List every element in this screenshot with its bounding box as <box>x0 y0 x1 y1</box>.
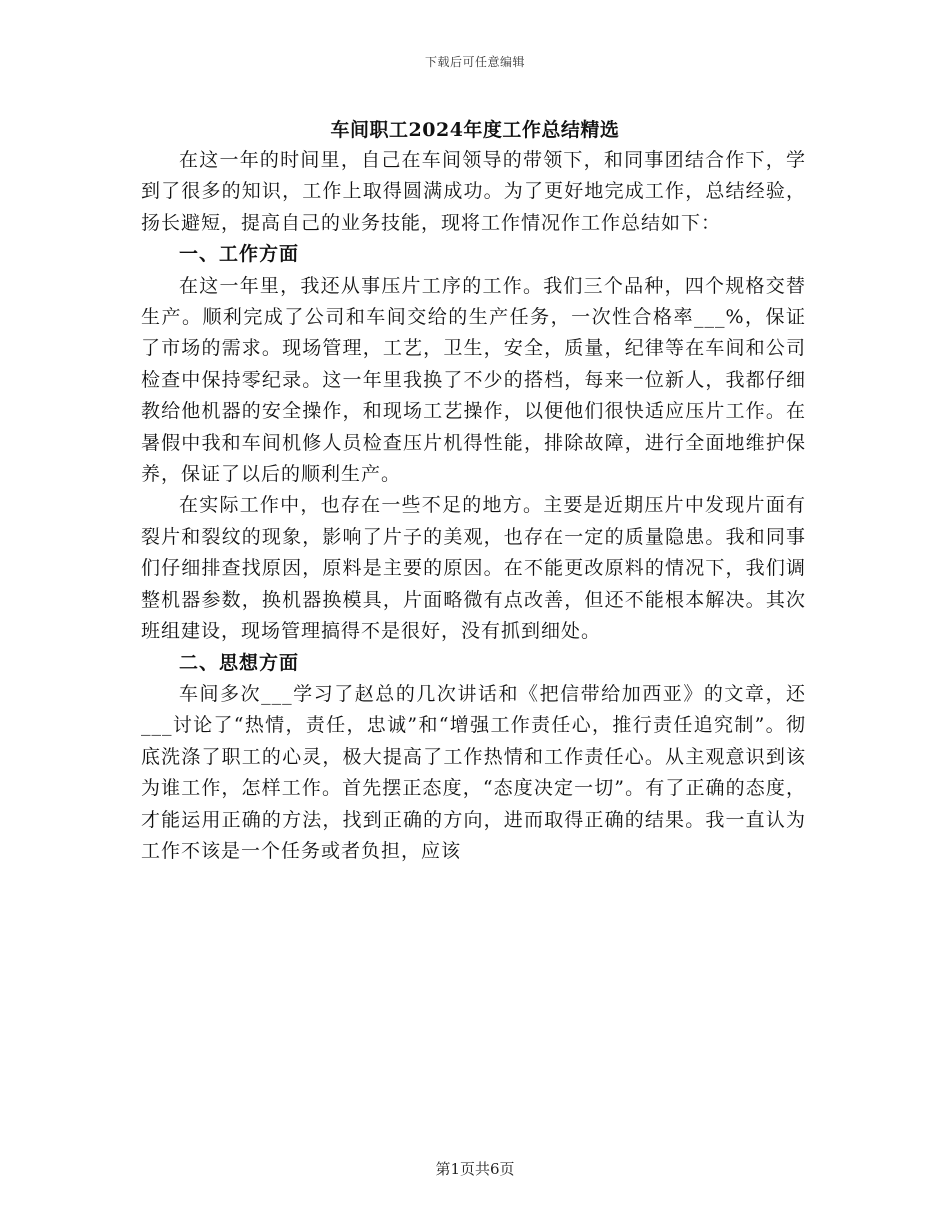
section-heading-thought: 二、思想方面 <box>179 651 300 674</box>
paragraph-intro: 在这一年的时间里，自己在车间领导的带领下，和同事团结合作下，学到了很多的知识，工作上取得圆满成功。为了更好地完成工作，总结经验，扬长避短，提高自己的业务技能，现将工作情况作工作总结如下： <box>141 149 806 234</box>
paragraph-work-achievements: 在这一年里，我还从事压片工序的工作。我们三个品种，四个规格交替生产。顺利完成了公司和车间交给的生产任务，一次性合格率___%，保证了市场的需求。现场管理，工艺，卫生，安全，质量，纪律等在车间和公司检查中保持零纪录。这一年里我换了不少的搭档，每来一位新人，我都仔细教给他机器的安全操作，和现场工艺操作，以便他们很快适应压片工作。在暑假中我和车间机修人员检查压片机得性能，排除故障，进行全面地维护保养，保证了以后的顺利生产。 <box>141 274 806 486</box>
page-footer: 第1页共6页 <box>435 1160 515 1178</box>
header-note: 下载后可任意编辑 <box>424 55 525 69</box>
section-heading-work: 一、工作方面 <box>179 243 300 266</box>
paragraph-work-shortcomings: 在实际工作中，也存在一些不足的地方。主要是近期压片中发现片面有裂片和裂纹的现象，影响了片子的美观，也存在一定的质量隐患。我和同事们仔细排查找原因，原料是主要的原因。在不能更改原料的情况下，我们调整机器参数，换机器换模具，片面略微有点改善，但还不能根本解决。其次班组建设，现场管理搞得不是很好，没有抓到细处。 <box>141 494 806 643</box>
paragraph-thought: 车间多次___学习了赵总的几次讲话和《把信带给加西亚》的文章，还___讨论了“热情，责任，忠诚”和“增强工作责任心，推行责任追究制”。彻底洗涤了职工的心灵，极大提高了工作热情和工作责任心。从主观意识到该为谁工作，怎样工作。首先摆正态度，“态度决定一切”。有了正确的态度，才能运用正确的方法，找到正确的方向，进而取得正确的结果。我一直认为工作不该是一个任务或者负担，应该 <box>141 682 806 862</box>
document-body <box>141 145 806 867</box>
document-title: 车间职工2024年度工作总结精选 <box>330 119 620 141</box>
